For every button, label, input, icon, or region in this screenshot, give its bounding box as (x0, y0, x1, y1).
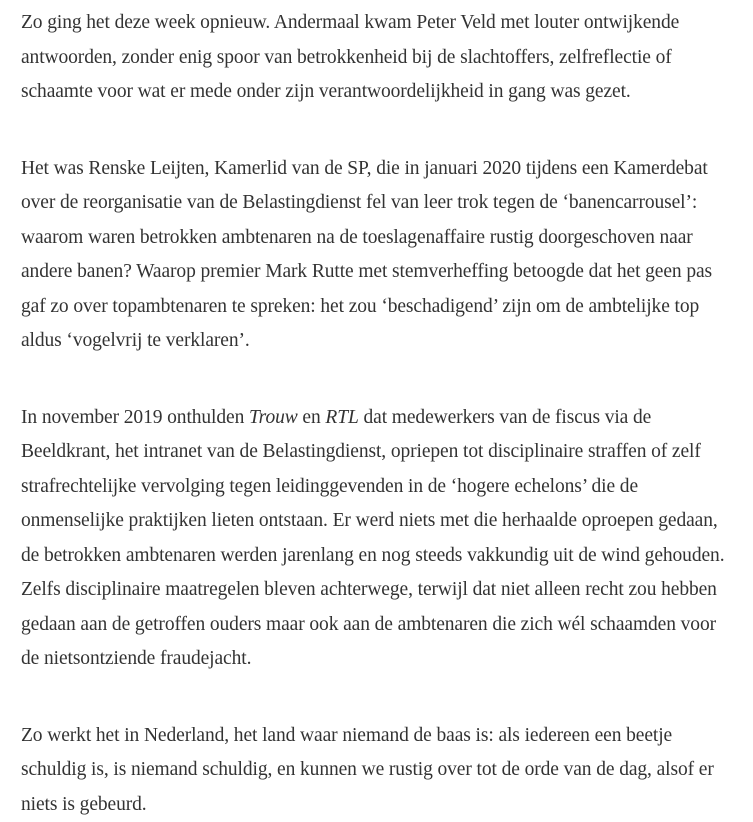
paragraph-trouw-rtl (21, 401, 733, 677)
paragraph-renske-leijten: Het was Renske Leijten, Kamerlid van de SP, die in januari 2020 tijdens een Kamerdebat over de reorganisatie van de Belastingdienst fel van leer trok tegen de ‘banencarrousel’: waarom waren betrokken ambtenaren na de toeslagenaffaire rustig doorgeschoven naar andere banen? Waarop premier Mark Rutte met stemverheffing betoogde dat het geen pas gaf zo over topambtenaren te spreken: het zou ‘beschadigend’ zijn om de ambtelijke top aldus ‘vogelvrij te verklaren’. (21, 152, 733, 359)
paragraph-text: In november 2019 onthulden (21, 407, 249, 428)
paragraph-text: dat medewerkers van de fiscus via de Beeldkrant, het intranet van de Belastingdienst, opriepen tot disciplinaire straffen of zelf strafrechtelijke vervolging tegen leidinggevenden in de ‘hogere echelons’ die de onmenselijke praktijken lieten ontstaan. Er werd niets met die herhaalde oproepen gedaan, de betrokken ambtenaren werden jarenlang en nog steeds vakkundig uit de wind gehouden. Zelfs disciplinaire maatregelen bleven achterwege, terwijl dat niet alleen recht zou hebben gedaan aan de getroffen ouders maar ook aan de ambtenaren die zich wél schaamden voor de nietsontziende fraudejacht. (21, 407, 724, 670)
paragraph-peter-veld: Zo ging het deze week opnieuw. Andermaal kwam Peter Veld met louter ontwijkende antwoorden, zonder enig spoor van betrokkenheid bij de slachtoffers, zelfreflectie of schaamte voor wat er mede onder zijn verantwoordelijkheid in gang was gezet. (21, 6, 733, 110)
publication-name-rtl: RTL (325, 407, 358, 428)
publication-name-trouw: Trouw (249, 407, 298, 428)
paragraph-conclusion: Zo werkt het in Nederland, het land waar niemand de baas is: als iedereen een beetje schuldig is, is niemand schuldig, en kunnen we rustig over tot de orde van de dag, alsof er niets is gebeurd. (21, 719, 733, 822)
paragraph-text: en (298, 407, 326, 428)
